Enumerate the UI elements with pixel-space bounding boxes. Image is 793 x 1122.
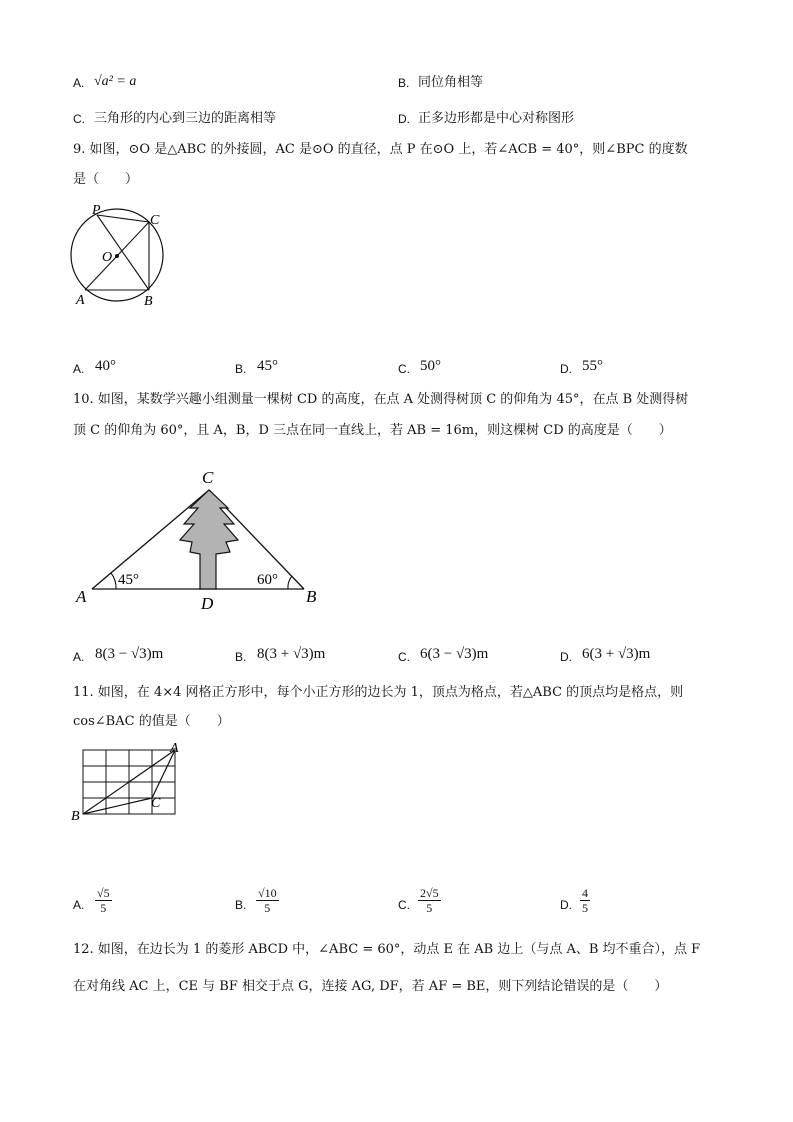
q8-option-b-label: B.	[398, 76, 410, 90]
q10-label-b: B	[306, 587, 317, 606]
q11-option-d-den: 5	[582, 901, 588, 915]
q10-tree-icon	[180, 490, 238, 589]
q9-label-b: B	[144, 294, 153, 309]
q11-stem-line2: cos∠BAC 的值是（ ）	[73, 714, 230, 729]
q11-option-c-label: C.	[398, 898, 410, 912]
q11-option-c-fraction	[418, 886, 441, 915]
q9-option-a-value: 40°	[95, 358, 116, 374]
q11-option-a-fraction	[95, 886, 112, 915]
q11-label-a: A	[170, 741, 179, 756]
q10-option-b-label: B.	[235, 650, 247, 664]
q11-option-a-num: √5	[97, 886, 110, 900]
q10-option-b-value: 8(3 + √3)m	[257, 646, 326, 662]
q11-option-d-label: D.	[560, 898, 572, 912]
q10-label-c: C	[202, 468, 214, 487]
q10-option-a-value: 8(3 − √3)m	[95, 646, 164, 662]
q8-option-a-expr: √a² = a	[94, 74, 137, 89]
q9-option-b-value: 45°	[257, 358, 278, 374]
q9-stem-line1: 9. 如图，⊙O 是△ABC 的外接圆，AC 是⊙O 的直径，点 P 在⊙O 上，若∠ACB = 40°，则∠BPC 的度数	[73, 142, 688, 157]
q10-label-d: D	[201, 594, 214, 612]
q9-label-c: C	[150, 213, 160, 228]
q12-stem-line1: 12. 如图，在边长为 1 的菱形 ABCD 中，∠ABC = 60°，动点 E 在 AB 边上（与点 A、B 均不重合），点 F	[73, 942, 701, 957]
q11-option-c-num: 2√5	[420, 886, 439, 900]
q11-option-c-den: 5	[426, 901, 433, 915]
q11-option-d-num: 4	[582, 886, 588, 900]
q11-label-b: B	[71, 809, 80, 824]
q11-grid-figure	[66, 738, 186, 833]
q10-option-a-label: A.	[73, 650, 85, 664]
q9-option-d-label: D.	[560, 362, 572, 376]
q9-center-dot	[115, 254, 119, 258]
q9-label-o: O	[102, 250, 113, 265]
q11-label-c: C	[151, 796, 161, 811]
q9-option-a-label: A.	[73, 362, 85, 376]
q9-option-b-label: B.	[235, 362, 247, 376]
q9-option-d-value: 55°	[582, 358, 603, 374]
q11-option-b-label: B.	[235, 898, 247, 912]
q11-option-a-label: A.	[73, 898, 85, 912]
q8-option-c-label: C.	[73, 112, 85, 126]
q11-option-b-den: 5	[264, 901, 271, 915]
q9-label-a: A	[76, 293, 85, 308]
q11-option-b-fraction	[256, 886, 279, 915]
q10-angle-arc-b	[288, 576, 292, 589]
q10-angle-arc-a	[111, 573, 116, 589]
q11-option-a-den: 5	[100, 901, 107, 915]
q9-stem-line2: 是（ ）	[73, 172, 139, 187]
q11-stem-line1: 11. 如图，在 4×4 网格正方形中，每个小正方形的边长为 1，顶点为格点，若△ABC 的顶点均是格点，则	[73, 685, 684, 700]
q9-option-c-value: 50°	[420, 358, 441, 374]
q11-option-d-fraction	[580, 886, 590, 915]
q11-option-b-num: √10	[258, 886, 277, 900]
q10-stem-line2: 顶 C 的仰角为 60°，且 A，B，D 三点在同一直线上，若 AB = 16m，则这棵树 CD 的高度是（ ）	[73, 423, 672, 438]
q10-option-d-value: 6(3 + √3)m	[582, 646, 651, 662]
q11-segment-ac	[152, 750, 175, 798]
q10-tree-figure	[70, 462, 330, 612]
q10-option-c-value: 6(3 − √3)m	[420, 646, 489, 662]
q10-angle-b-label: 60°	[257, 572, 278, 588]
q10-angle-a-label: 45°	[118, 572, 139, 588]
q10-stem-line1: 10. 如图，某数学兴趣小组测量一棵树 CD 的高度，在点 A 处测得树顶 C 的仰角为 45°，在点 B 处测得树	[73, 392, 689, 407]
q10-option-c-label: C.	[398, 650, 410, 664]
q12-stem-line2: 在对角线 AC 上，CE 与 BF 相交于点 G，连接 AG, DF，若 AF = BE，则下列结论错误的是（ ）	[73, 979, 668, 994]
q9-circle-figure	[60, 198, 180, 313]
q10-option-d-label: D.	[560, 650, 572, 664]
q9-label-p: P	[92, 203, 101, 218]
q8-option-d-text: 正多边形都是中心对称图形	[418, 111, 575, 126]
q8-option-b-text: 同位角相等	[418, 75, 484, 90]
q8-option-d-label: D.	[398, 112, 410, 126]
q8-option-a-label: A.	[73, 76, 85, 90]
q9-option-c-label: C.	[398, 362, 410, 376]
q11-segment-bc	[83, 798, 152, 814]
q10-label-a: A	[76, 587, 87, 606]
q8-option-c-text: 三角形的内心到三边的距离相等	[94, 111, 277, 126]
